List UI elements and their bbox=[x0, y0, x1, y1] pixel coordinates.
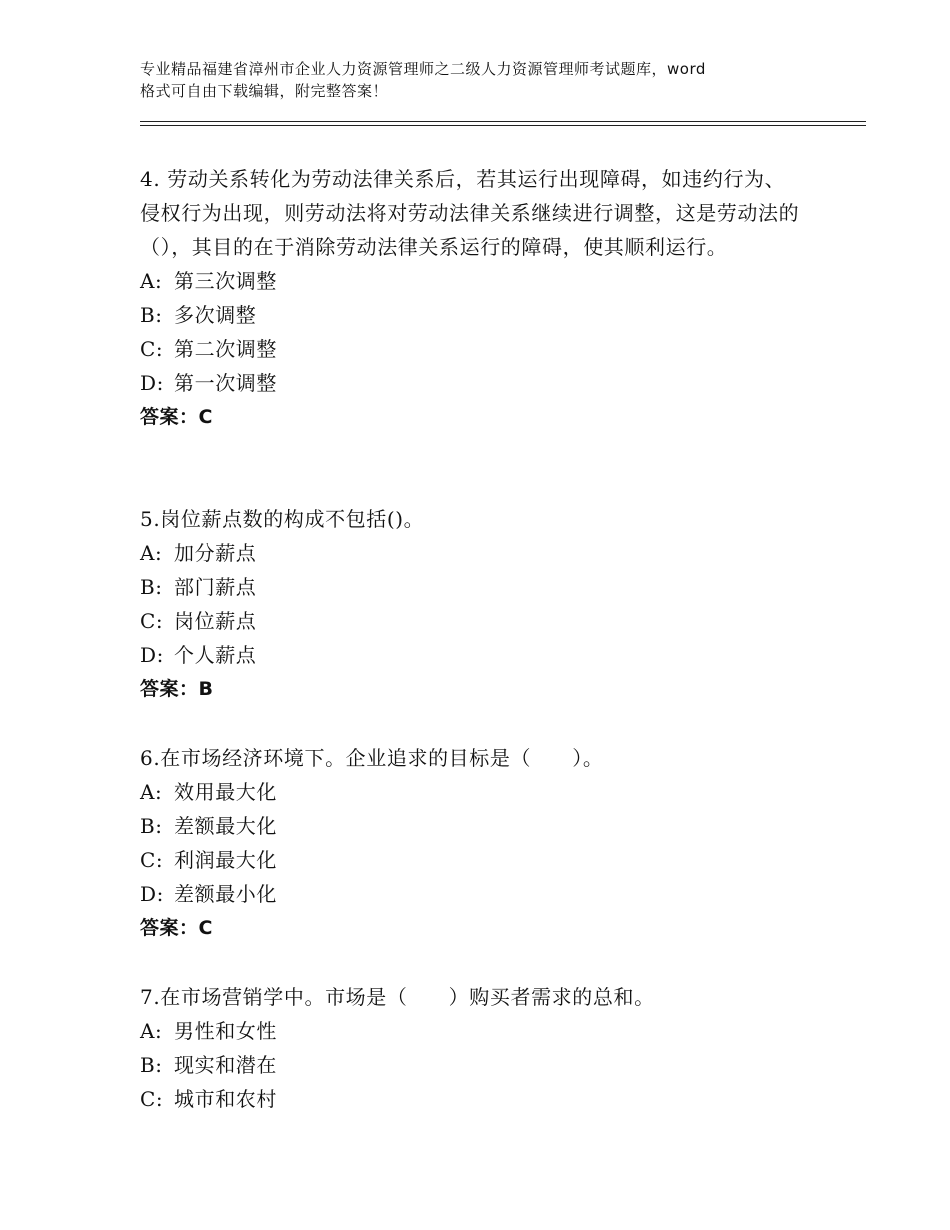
option-a bbox=[140, 1014, 800, 1048]
question-text: 6.在市场经济环境下。企业追求的目标是（ ）。 bbox=[140, 746, 604, 770]
header-divider-bottom bbox=[140, 125, 866, 126]
option-c bbox=[140, 332, 800, 366]
question-6 bbox=[140, 741, 800, 945]
option-a bbox=[140, 536, 800, 570]
option-c bbox=[140, 843, 800, 877]
option-d bbox=[140, 877, 800, 911]
option-key: B: bbox=[140, 303, 163, 327]
option-text: 岗位薪点 bbox=[174, 609, 257, 633]
option-b bbox=[140, 809, 800, 843]
option-key: B: bbox=[140, 575, 163, 599]
option-text: 城市和农村 bbox=[174, 1087, 277, 1111]
option-c bbox=[140, 604, 800, 638]
header-line-2: 格式可自由下载编辑，附完整答案！ bbox=[140, 82, 389, 100]
option-d bbox=[140, 638, 800, 672]
option-key: A: bbox=[140, 541, 163, 565]
option-text: 第一次调整 bbox=[174, 371, 277, 395]
option-key: B: bbox=[140, 814, 163, 838]
option-text: 差额最小化 bbox=[174, 882, 277, 906]
option-key: B: bbox=[140, 1053, 163, 1077]
option-b bbox=[140, 298, 800, 332]
option-text: 效用最大化 bbox=[174, 780, 277, 804]
option-key: D: bbox=[140, 882, 164, 906]
option-b bbox=[140, 1048, 800, 1082]
answer-line: 答案：C bbox=[140, 917, 213, 939]
answer-line: 答案：C bbox=[140, 406, 213, 428]
option-text: 利润最大化 bbox=[174, 848, 277, 872]
option-a bbox=[140, 264, 800, 298]
option-text: 男性和女性 bbox=[174, 1019, 277, 1043]
option-key: A: bbox=[140, 1019, 163, 1043]
header-divider-top bbox=[140, 121, 866, 122]
question-text: 7.在市场营销学中。市场是（ ）购买者需求的总和。 bbox=[140, 985, 655, 1009]
option-text: 多次调整 bbox=[174, 303, 257, 327]
option-text: 差额最大化 bbox=[174, 814, 277, 838]
header-line-1: 专业精品福建省漳州市企业人力资源管理师之二级人力资源管理师考试题库，word bbox=[140, 60, 706, 78]
question-4 bbox=[140, 162, 800, 434]
option-text: 第三次调整 bbox=[174, 269, 277, 293]
option-key: C: bbox=[140, 337, 164, 361]
option-key: D: bbox=[140, 643, 164, 667]
option-key: A: bbox=[140, 269, 163, 293]
option-d bbox=[140, 366, 800, 400]
option-text: 部门薪点 bbox=[174, 575, 257, 599]
option-text: 第二次调整 bbox=[174, 337, 277, 361]
option-text: 现实和潜在 bbox=[174, 1053, 277, 1077]
option-key: D: bbox=[140, 371, 164, 395]
question-text: 5.岗位薪点数的构成不包括()。 bbox=[140, 507, 425, 531]
option-text: 加分薪点 bbox=[174, 541, 257, 565]
option-key: C: bbox=[140, 609, 164, 633]
answer-line: 答案：B bbox=[140, 678, 214, 700]
option-b bbox=[140, 570, 800, 604]
option-key: C: bbox=[140, 848, 164, 872]
option-text: 个人薪点 bbox=[174, 643, 257, 667]
question-7 bbox=[140, 980, 800, 1116]
option-key: C: bbox=[140, 1087, 164, 1111]
document-header bbox=[140, 58, 840, 102]
option-key: A: bbox=[140, 780, 163, 804]
option-a bbox=[140, 775, 800, 809]
question-5 bbox=[140, 502, 800, 706]
option-c bbox=[140, 1082, 800, 1116]
question-text: 4. 劳动关系转化为劳动法律关系后，若其运行出现障碍，如违约行为、侵权行为出现，则劳动法将对劳动法律关系继续进行调整，这是劳动法的（），其目的在于消除劳动法律关系运行的障碍，使其顺利运行。 bbox=[140, 167, 800, 259]
